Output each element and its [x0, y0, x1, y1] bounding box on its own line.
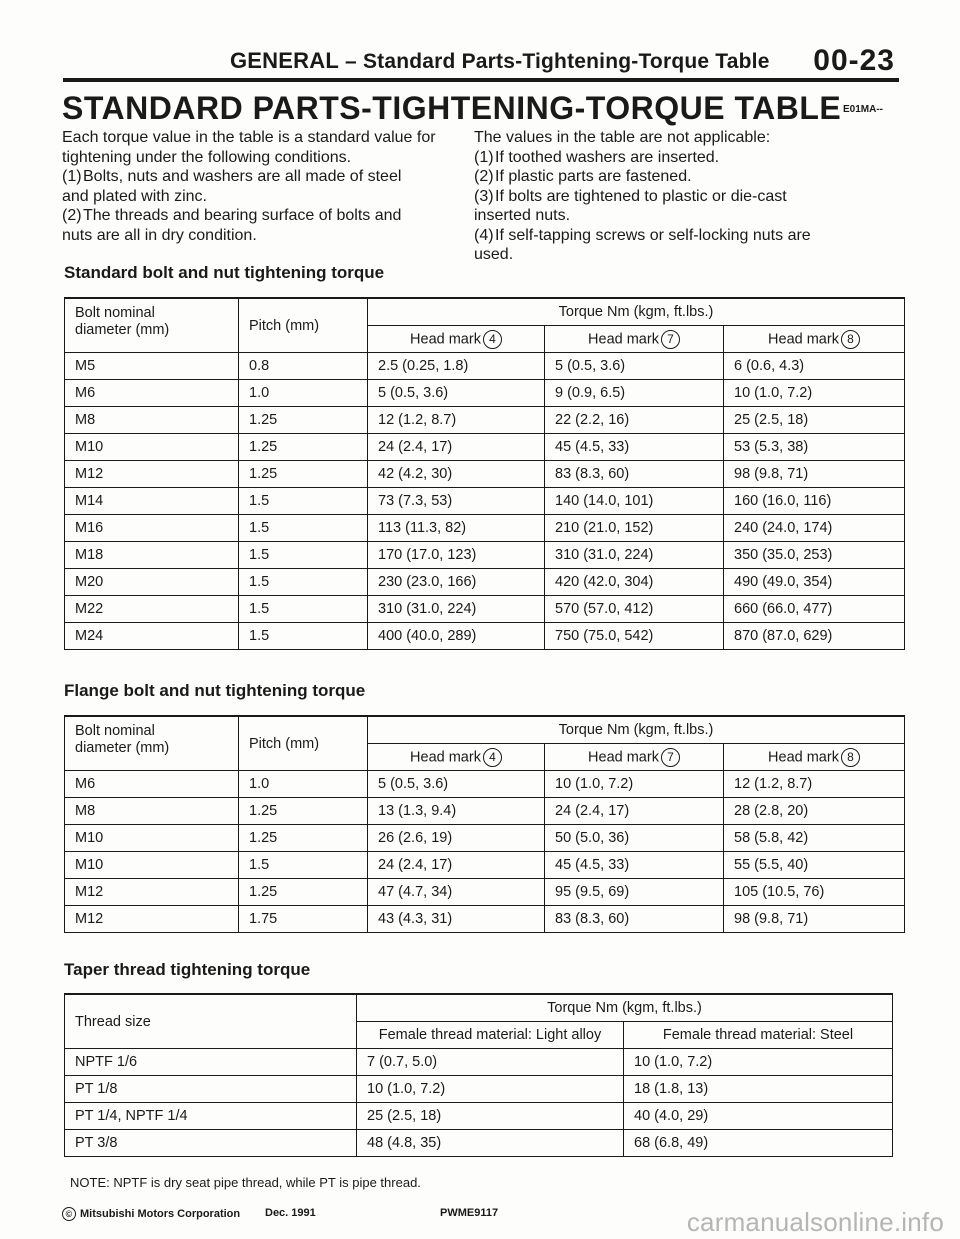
thread-size-header: Thread size [65, 994, 357, 1049]
taper-torque-table [64, 993, 893, 1157]
table-cell: 230 (23.0, 166) [368, 569, 545, 596]
item-number: (4) [474, 226, 494, 244]
table-row [65, 1103, 893, 1130]
diameter-header: Bolt nominal diameter (mm) [65, 298, 239, 353]
head-mark-4-icon: 4 [483, 330, 502, 349]
item-continuation: inserted nuts. [474, 207, 571, 224]
table-cell: PT 1/4, NPTF 1/4 [65, 1103, 357, 1130]
standard-torque-table [64, 297, 905, 650]
table-cell: 660 (66.0, 477) [724, 596, 905, 623]
table-row [65, 1076, 893, 1103]
taper-heading: Taper thread tightening torque [64, 960, 311, 979]
table-cell: 1.25 [239, 798, 368, 825]
conditions-list [62, 167, 447, 245]
table-cell: M6 [65, 380, 239, 407]
table-cell: PT 3/8 [65, 1130, 357, 1157]
conditions-column [62, 128, 447, 245]
table-cell: 50 (5.0, 36) [545, 825, 724, 852]
item-continuation: used. [474, 246, 514, 263]
table-cell: 1.5 [239, 569, 368, 596]
table-row [65, 596, 905, 623]
table-cell: 98 (9.8, 71) [724, 461, 905, 488]
table-cell: 1.5 [239, 488, 368, 515]
table-cell: M10 [65, 434, 239, 461]
note: NOTE: NPTF is dry seat pipe thread, while PT is pipe thread. [70, 1175, 421, 1190]
page-number: 00-23 [813, 44, 895, 77]
footer-copyright [62, 1207, 240, 1221]
flange-heading: Flange bolt and nut tightening torque [64, 681, 366, 700]
table-cell: 47 (4.7, 34) [368, 879, 545, 906]
table-cell: 310 (31.0, 224) [545, 542, 724, 569]
table-cell: 105 (10.5, 76) [724, 879, 905, 906]
table-cell: M14 [65, 488, 239, 515]
table-row [65, 771, 905, 798]
table-row [65, 407, 905, 434]
document-code: E01MA-- [843, 104, 884, 115]
table-cell: 1.75 [239, 906, 368, 933]
table-row [65, 623, 905, 650]
header-row [65, 298, 905, 326]
table-cell: M5 [65, 353, 239, 380]
table-cell: 43 (4.3, 31) [368, 906, 545, 933]
flange-torque-table [64, 715, 905, 933]
table-cell: 98 (9.8, 71) [724, 906, 905, 933]
head-mark-header [545, 744, 724, 771]
head-mark-8-icon: 8 [841, 330, 860, 349]
table-row [65, 461, 905, 488]
table-row [65, 798, 905, 825]
head-mark-header [368, 326, 545, 353]
table-cell: 24 (2.4, 17) [368, 434, 545, 461]
table-row [65, 434, 905, 461]
table-cell: 170 (17.0, 123) [368, 542, 545, 569]
table-cell: 83 (8.3, 60) [545, 906, 724, 933]
footer-company: Mitsubishi Motors Corporation [80, 1207, 241, 1220]
item-number: (3) [474, 187, 494, 205]
page-title: STANDARD PARTS-TIGHTENING-TORQUE TABLE [62, 90, 842, 126]
table-cell: 420 (42.0, 304) [545, 569, 724, 596]
head-mark-8-icon: 8 [841, 748, 860, 767]
table-cell: 1.5 [239, 542, 368, 569]
exceptions-column [474, 128, 894, 265]
table-cell: 13 (1.3, 9.4) [368, 798, 545, 825]
table-cell: M16 [65, 515, 239, 542]
table-cell: M12 [65, 879, 239, 906]
pitch-header: Pitch (mm) [239, 298, 368, 353]
table-row [65, 1130, 893, 1157]
table-cell: 18 (1.8, 13) [624, 1076, 893, 1103]
head-mark-4-icon: 4 [483, 748, 502, 767]
table-cell: 1.5 [239, 623, 368, 650]
table-cell: 58 (5.8, 42) [724, 825, 905, 852]
header-section: GENERAL [230, 48, 339, 73]
list-item [474, 148, 894, 168]
table-row [65, 1049, 893, 1076]
standard-heading: Standard bolt and nut tightening torque [64, 263, 385, 282]
table-cell: 0.8 [239, 353, 368, 380]
table-cell: 870 (87.0, 629) [724, 623, 905, 650]
table-cell: 83 (8.3, 60) [545, 461, 724, 488]
table-cell: 95 (9.5, 69) [545, 879, 724, 906]
table-row [65, 380, 905, 407]
table-cell: 53 (5.3, 38) [724, 434, 905, 461]
table-row [65, 825, 905, 852]
head-mark-header [368, 744, 545, 771]
table-cell: PT 1/8 [65, 1076, 357, 1103]
table-row [65, 542, 905, 569]
table-cell: M8 [65, 407, 239, 434]
table-cell: 28 (2.8, 20) [724, 798, 905, 825]
table-cell: M22 [65, 596, 239, 623]
table-cell: 12 (1.2, 8.7) [368, 407, 545, 434]
table-cell: M8 [65, 798, 239, 825]
table-cell: 160 (16.0, 116) [724, 488, 905, 515]
table-cell: 490 (49.0, 354) [724, 569, 905, 596]
table-cell: 73 (7.3, 53) [368, 488, 545, 515]
head-mark-label: Head mark [588, 748, 659, 765]
table-cell: 55 (5.5, 40) [724, 852, 905, 879]
header-row [65, 994, 893, 1022]
item-text: The threads and bearing surface of bolts and [83, 207, 402, 224]
table-cell: 9 (0.9, 6.5) [545, 380, 724, 407]
table-cell: 26 (2.6, 19) [368, 825, 545, 852]
header-subtitle: Standard Parts-Tightening-Torque Table [362, 50, 770, 73]
table-row [65, 879, 905, 906]
table-cell: 240 (24.0, 174) [724, 515, 905, 542]
head-mark-header [724, 326, 905, 353]
table-cell: 570 (57.0, 412) [545, 596, 724, 623]
table-cell: M10 [65, 825, 239, 852]
header-row [65, 716, 905, 744]
table-cell: 140 (14.0, 101) [545, 488, 724, 515]
table-cell: 10 (1.0, 7.2) [545, 771, 724, 798]
head-mark-label: Head mark [588, 330, 659, 347]
table-cell: M20 [65, 569, 239, 596]
table-cell: 12 (1.2, 8.7) [724, 771, 905, 798]
table-cell: 1.5 [239, 852, 368, 879]
item-continuation: and plated with zinc. [62, 187, 207, 205]
table-cell: 1.25 [239, 434, 368, 461]
table-cell: M18 [65, 542, 239, 569]
table-cell: 42 (4.2, 30) [368, 461, 545, 488]
head-mark-7-icon: 7 [661, 330, 680, 349]
alloy-header: Female thread material: Light alloy [357, 1022, 624, 1049]
table-cell: 5 (0.5, 3.6) [368, 380, 545, 407]
exceptions-paragraph: The values in the table are not applicable: [474, 129, 771, 146]
table-cell: 1.0 [239, 771, 368, 798]
head-mark-label: Head mark [410, 330, 481, 347]
item-number: (2) [474, 168, 494, 185]
steel-header: Female thread material: Steel [624, 1022, 893, 1049]
table-cell: 1.25 [239, 407, 368, 434]
table-cell: 68 (6.8, 49) [624, 1130, 893, 1157]
table-cell: M24 [65, 623, 239, 650]
list-item [474, 187, 894, 207]
footer-pub-code: PWME9117 [440, 1207, 499, 1219]
item-text: If self-tapping screws or self-locking nuts are [495, 226, 811, 244]
item-text: If toothed washers are inserted. [495, 148, 720, 166]
table-cell: M12 [65, 906, 239, 933]
table-cell: 45 (4.5, 33) [545, 852, 724, 879]
item-number: (2) [62, 207, 82, 224]
table-cell: 24 (2.4, 17) [368, 852, 545, 879]
table-cell: M10 [65, 852, 239, 879]
item-text: If plastic parts are fastened. [495, 168, 692, 185]
table-cell: 1.5 [239, 515, 368, 542]
item-number: (1) [474, 148, 494, 166]
copyright-icon: © [62, 1207, 76, 1221]
table-cell: 5 (0.5, 3.6) [545, 353, 724, 380]
list-item [474, 226, 894, 246]
table-cell: 10 (1.0, 7.2) [724, 380, 905, 407]
diameter-header: Bolt nominal diameter (mm) [65, 716, 239, 771]
conditions-paragraph: Each torque value in the table is a standard value for tightening under the following conditions. [62, 129, 436, 166]
table-cell: 40 (4.0, 29) [624, 1103, 893, 1130]
table-cell: 10 (1.0, 7.2) [357, 1076, 624, 1103]
table-cell: M12 [65, 461, 239, 488]
item-continuation: nuts are all in dry condition. [62, 226, 257, 244]
header-dash: – [345, 50, 357, 73]
table-row [65, 569, 905, 596]
table-cell: 25 (2.5, 18) [357, 1103, 624, 1130]
item-number: (1) [62, 168, 82, 185]
table-cell: 350 (35.0, 253) [724, 542, 905, 569]
table-cell: 25 (2.5, 18) [724, 407, 905, 434]
table-cell: 22 (2.2, 16) [545, 407, 724, 434]
table-cell: 400 (40.0, 289) [368, 623, 545, 650]
table-cell: 113 (11.3, 82) [368, 515, 545, 542]
list-item [62, 167, 447, 187]
table-row [65, 906, 905, 933]
table-cell: 45 (4.5, 33) [545, 434, 724, 461]
table-cell: 6 (0.6, 4.3) [724, 353, 905, 380]
table-cell: 7 (0.7, 5.0) [357, 1049, 624, 1076]
table-cell: M6 [65, 771, 239, 798]
torque-header: Torque Nm (kgm, ft.lbs.) [357, 994, 893, 1022]
table-cell: 1.0 [239, 380, 368, 407]
exceptions-list [474, 148, 894, 265]
head-mark-label: Head mark [410, 748, 481, 765]
torque-header: Torque Nm (kgm, ft.lbs.) [368, 716, 905, 744]
footer-date: Dec. 1991 [265, 1207, 316, 1219]
table-cell: 1.25 [239, 825, 368, 852]
head-mark-label: Head mark [768, 748, 839, 765]
table-row [65, 353, 905, 380]
table-cell: 5 (0.5, 3.6) [368, 771, 545, 798]
list-item [474, 167, 894, 187]
table-cell: 1.25 [239, 879, 368, 906]
table-cell: 10 (1.0, 7.2) [624, 1049, 893, 1076]
head-mark-7-icon: 7 [661, 748, 680, 767]
item-text: If bolts are tightened to plastic or die-cast [495, 187, 787, 205]
head-mark-header [724, 744, 905, 771]
table-row [65, 488, 905, 515]
head-mark-header [545, 326, 724, 353]
list-item [62, 206, 447, 226]
table-cell: 48 (4.8, 35) [357, 1130, 624, 1157]
head-mark-label: Head mark [768, 330, 839, 347]
table-cell: 1.5 [239, 596, 368, 623]
table-cell: 750 (75.0, 542) [545, 623, 724, 650]
table-cell: 210 (21.0, 152) [545, 515, 724, 542]
table-cell: 1.25 [239, 461, 368, 488]
header-rule [63, 78, 899, 82]
table-cell: NPTF 1/6 [65, 1049, 357, 1076]
item-text: Bolts, nuts and washers are all made of steel [83, 168, 402, 185]
pitch-header: Pitch (mm) [239, 716, 368, 771]
table-row [65, 852, 905, 879]
table-cell: 24 (2.4, 17) [545, 798, 724, 825]
table-row [65, 515, 905, 542]
header-title [230, 48, 770, 74]
watermark: carmanualsonline.info [686, 1207, 944, 1237]
torque-header: Torque Nm (kgm, ft.lbs.) [368, 298, 905, 326]
table-cell: 2.5 (0.25, 1.8) [368, 353, 545, 380]
table-cell: 310 (31.0, 224) [368, 596, 545, 623]
